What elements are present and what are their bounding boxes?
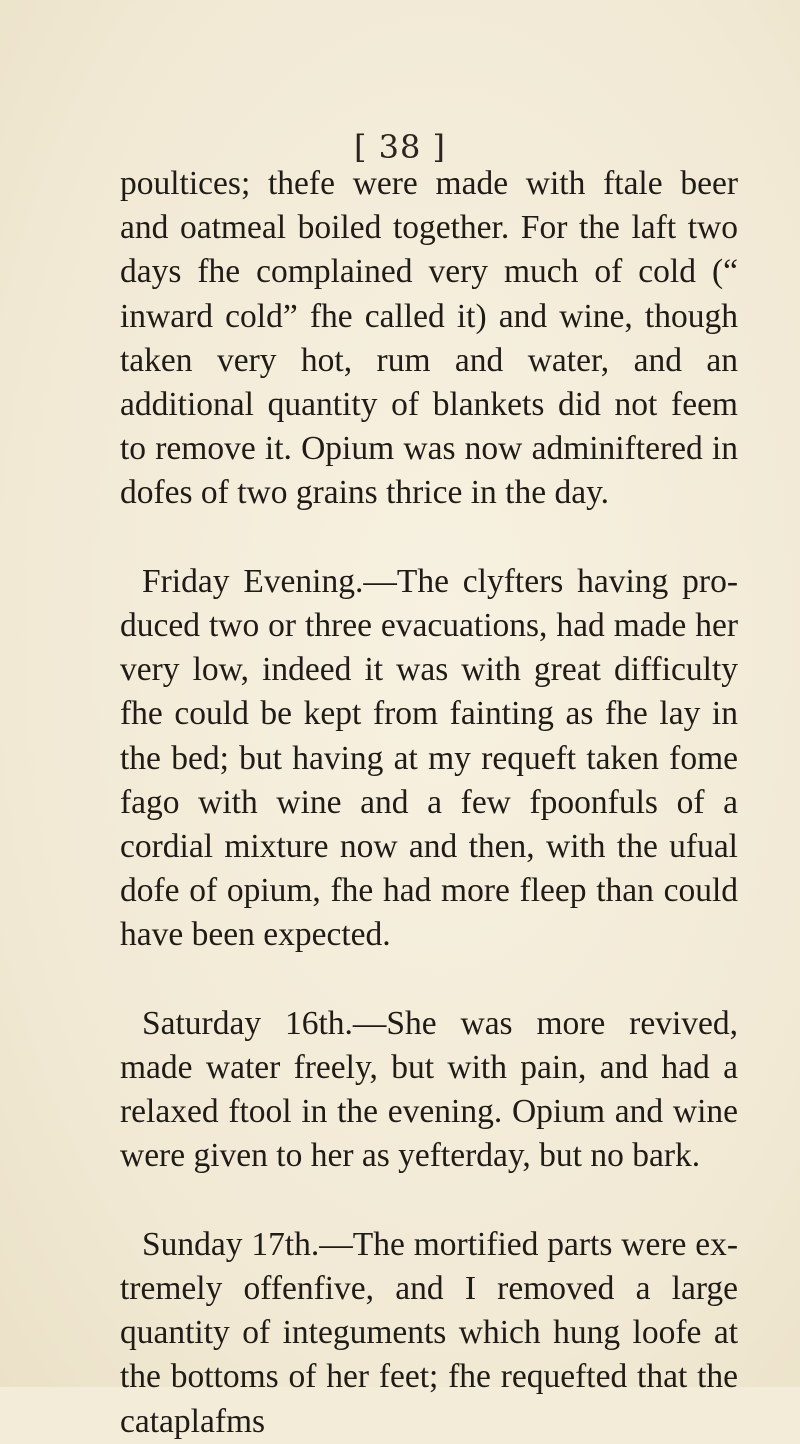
page-number: [ 38 ]: [353, 128, 447, 166]
paragraph-friday-evening: Friday Evening.—The clyfters having pro-duced two or three evacuations, had made her very low, indeed it was with great difficulty fhe could be kept from fainting as fhe lay in the bed; but having at my requeft taken fome fago with wine and a few fpoonfuls of a cordial mixture now and then, with the ufual dofe of opium, fhe had more fleep than could have been expected.: [120, 562, 738, 954]
paragraph-saturday: Saturday 16th.—She was more revived, made water freely, but with pain, and had a relaxed ftool in the evening. Opium and wine were given to her as yefterday, but no bark.: [120, 1004, 738, 1175]
paragraph-sunday: Sunday 17th.—The mortified parts were ex-tremely offenfive, and I removed a large quantity of integuments which hung loofe at the bottoms of her feet; fhe requefted that the cataplafms: [120, 1225, 738, 1440]
page-body: [120, 162, 738, 1444]
paragraph-continuation: poultices; thefe were made with ftale beer and oatmeal boiled together. For the laft two days fhe complained very much of cold (“ inward cold” fhe called it) and wine, though taken very hot, rum and water, and an additional quantity of blankets did not feem to remove it. Opium was now adminiftered in dofes of two grains thrice in the day.: [120, 165, 738, 512]
